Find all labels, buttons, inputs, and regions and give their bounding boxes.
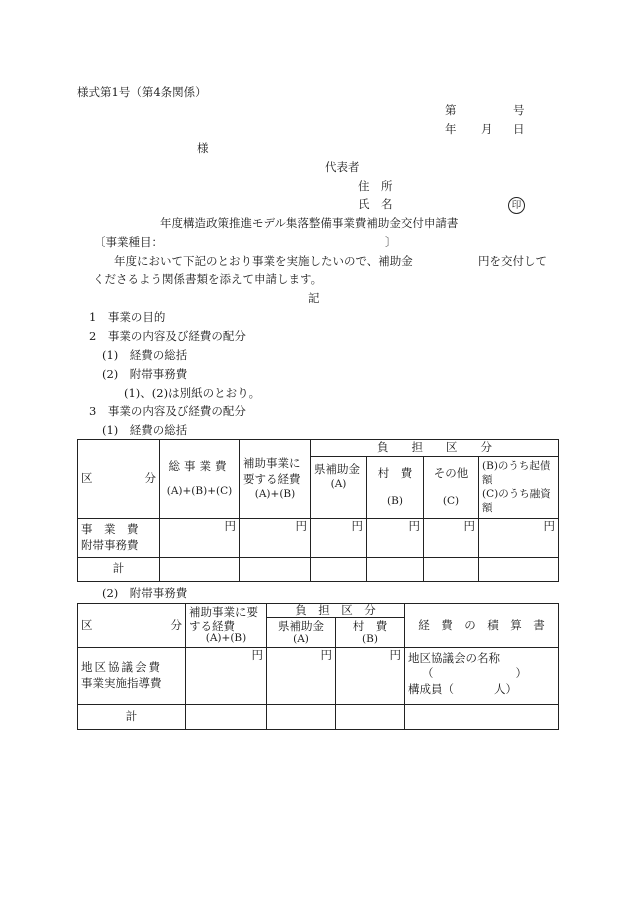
t1-row-label-1: 事 業 費 [81, 522, 139, 536]
t1-ken-code: (A) [330, 478, 347, 491]
project-type-close: 〕 [385, 235, 397, 249]
address-label: 住 所 [358, 179, 393, 193]
t2-kubun: 区 [81, 617, 93, 632]
t1-kubun-header [78, 440, 160, 519]
doc-number-label: 第 [445, 103, 457, 117]
t2-total-cell [186, 704, 267, 729]
t2-sekisan-header: 経 費 の 積 算 書 [405, 604, 559, 648]
addressee: 様 [197, 141, 209, 155]
t2-futan-header: 負 担 区 分 [267, 604, 405, 618]
t1-total-header [160, 440, 240, 519]
t1-mura-label: 村 費 [377, 466, 413, 481]
ki-heading: 記 [308, 291, 320, 305]
t1-mura-code: (B) [387, 494, 403, 507]
t1-hojo-label: 補助事業に要する経費 [243, 456, 301, 486]
t1-hojo-header [240, 440, 311, 519]
t1-kubun: 区 [81, 471, 93, 485]
t2-total-row: 計 [78, 704, 186, 729]
t2-row-label-1: 地区協議会費 [81, 660, 162, 675]
doc-number-go: 号 [513, 103, 525, 117]
t1-total-cell [479, 557, 559, 581]
t1-cell-ken: 円 [311, 518, 367, 557]
date-year: 年 [445, 122, 457, 136]
date-day: 日 [513, 122, 525, 136]
t1-row-label-2: 附帯事務費 [81, 537, 139, 552]
t2-mura-code: (B) [362, 632, 378, 645]
t1-cell-hojo: 円 [240, 518, 311, 557]
t1-sonota-code: (C) [442, 494, 460, 507]
t2-cell-ken: 円 [267, 647, 336, 704]
council-name-label: 地区協議会の名称 [408, 650, 500, 665]
item-2-note: (1)、(2)は別紙のとおり。 [124, 386, 261, 400]
council-paren-open: （ [422, 666, 434, 681]
representative-label: 代表者 [325, 160, 360, 174]
t2-row-label-2: 事業実施指導費 [81, 675, 162, 690]
t2-ken-label: 県補助金 [278, 618, 324, 633]
t1-bun: 分 [144, 471, 156, 485]
t2-bun: 分 [170, 617, 182, 632]
t2-hojo-header [186, 604, 267, 648]
t2-ken-header [267, 617, 336, 647]
council-name-paren [408, 666, 555, 682]
item-2-2: (2) 附帯事務費 [102, 367, 188, 381]
t2-sekisan-cell [405, 647, 559, 704]
t2-ken-code: (A) [293, 632, 309, 645]
t1-hojo-formula: (A)+(B) [254, 488, 296, 501]
page-title: 年度構造政策推進モデル集落整備事業費補助金交付申請書 [160, 216, 459, 230]
t2-hojo-formula: (A)+(B) [205, 632, 247, 645]
body-line-1a: 年度において下記のとおり事業を実施したいので、補助金 [114, 254, 413, 268]
item-2-1: (1) 経費の総括 [102, 348, 188, 362]
t2-row-label [78, 647, 186, 704]
t1-futan-header: 負 担 区 分 [311, 440, 559, 457]
t1-ken-label: 県補助金 [314, 461, 360, 476]
date-month: 月 [481, 122, 493, 136]
item-3-1: (1) 経費の総括 [102, 423, 188, 437]
seal-icon: 印 [508, 197, 525, 214]
t1-mura-header [367, 456, 424, 518]
t2-kubun-header [78, 604, 186, 648]
t2-mura-label: 村 費 [352, 618, 388, 633]
t1-total-formula: (A)+(B)+(C) [166, 485, 233, 498]
council-paren-close: ） [515, 666, 527, 681]
item-3: 3 事業の内容及び経費の配分 [89, 404, 246, 418]
item-2: 2 事業の内容及び経費の配分 [89, 329, 246, 343]
t1-total-cell [160, 557, 240, 581]
t1-total-label: 総事業費 [168, 458, 231, 473]
t1-total-cell [311, 557, 367, 581]
t1-cell-mura: 円 [367, 518, 424, 557]
t1-cell-total: 円 [160, 518, 240, 557]
t2-cell-hojo: 円 [186, 647, 267, 704]
form-id: 様式第1号（第4条関係） [77, 85, 207, 99]
section-2-heading: (2) 附帯事務費 [102, 586, 188, 600]
t1-total-cell [240, 557, 311, 581]
t1-sonota-label: その他 [433, 466, 469, 481]
t1-note-header [479, 456, 559, 518]
item-1: 1 事業の目的 [89, 310, 166, 324]
t2-cell-mura: 円 [336, 647, 405, 704]
t1-cell-sonota: 円 [424, 518, 479, 557]
t1-ken-header [311, 456, 367, 518]
project-type-open: 〔事業種目： [94, 235, 163, 249]
members-line [408, 682, 555, 698]
t1-total-row: 計 [78, 557, 160, 581]
t2-mura-header [336, 617, 405, 647]
body-line-2: くださるよう関係書類を添えて申請します。 [93, 272, 323, 286]
name-label: 氏 名 [358, 197, 393, 211]
t1-row-label [78, 518, 160, 557]
t1-total-cell [424, 557, 479, 581]
expense-summary-table [77, 439, 559, 582]
t1-note-2: (C)のうち融資額 [482, 488, 551, 515]
members-close: 人） [494, 681, 517, 696]
t1-total-cell [367, 557, 424, 581]
t2-total-cell [405, 704, 559, 729]
body-line-1b: 円を交付して [478, 254, 547, 268]
t1-sonota-header [424, 456, 479, 518]
t2-total-cell [336, 704, 405, 729]
t2-hojo-label: 補助事業に要する経費 [189, 604, 258, 633]
t2-total-cell [267, 704, 336, 729]
members-label: 構成員（ [408, 681, 454, 696]
t1-note-1: (B)のうち起債額 [482, 459, 551, 486]
incidental-expense-table [77, 603, 559, 730]
t1-cell-note: 円 [479, 518, 559, 557]
